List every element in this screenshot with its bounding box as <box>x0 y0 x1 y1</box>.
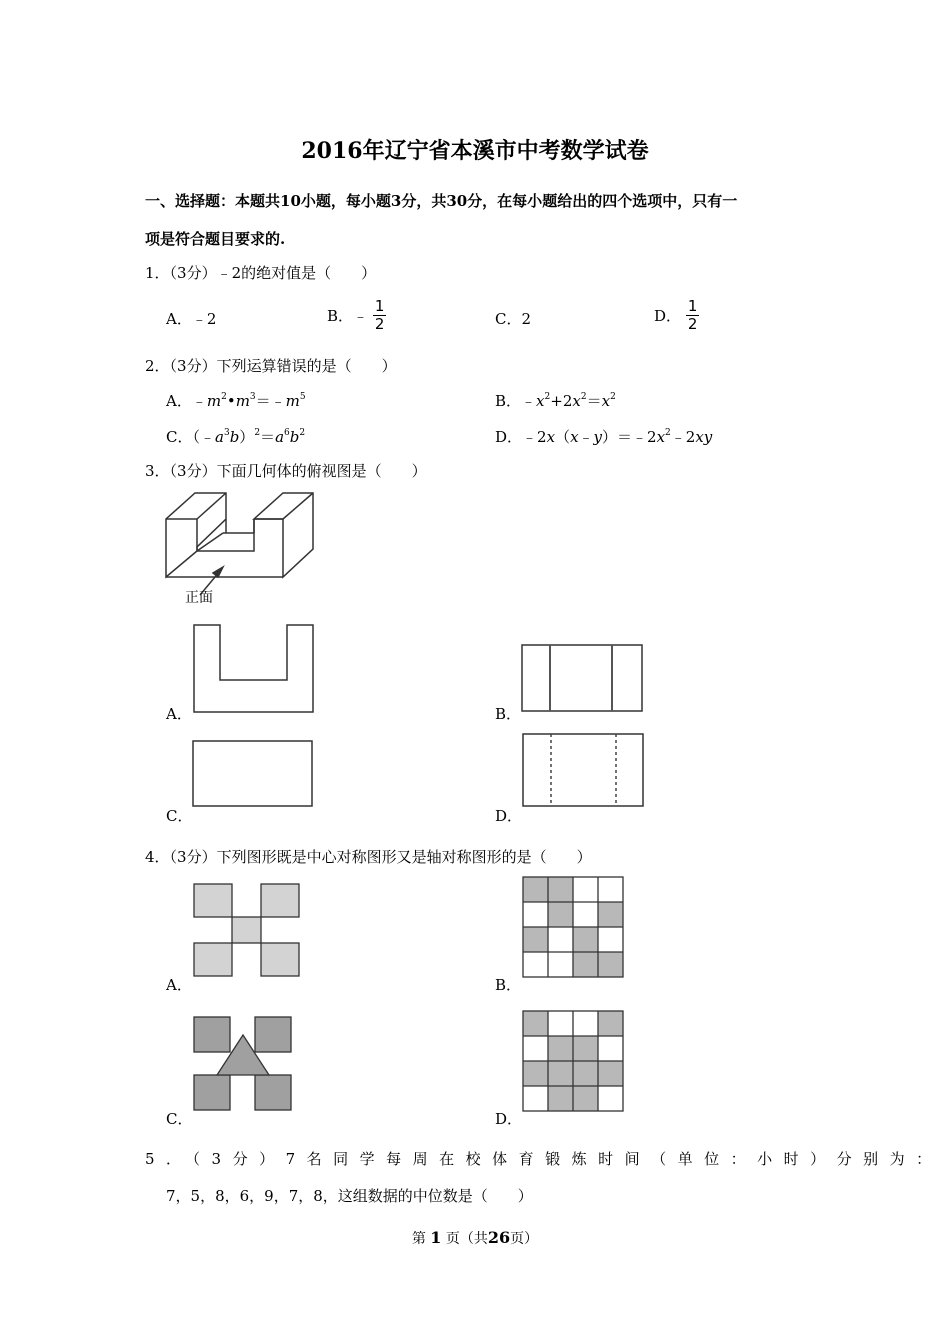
q4-option-c-label: C． <box>166 1110 193 1128</box>
section-heading-line2: 项是符合题目要求的. <box>145 230 286 248</box>
q4-option-d-label: D． <box>495 1110 523 1128</box>
footer-prefix: 第 <box>411 1231 426 1247</box>
q5-line1: 5．（3分）7名同学每周在校体育锻炼时间（单位：小时）分别为： <box>145 1150 943 1168</box>
q3-option-d-figure <box>522 733 645 808</box>
q4-option-d-figure <box>522 1010 625 1112</box>
q5-line2: 7，5，8，6，9，7，8，这组数据的中位数是（ ） <box>166 1187 533 1205</box>
page-title: 2016年辽宁省本溪市中考数学试卷 <box>301 138 649 164</box>
q4-option-b-figure <box>522 876 625 978</box>
q2-option-b-label: B． <box>495 392 522 410</box>
q1-option-b-fraction <box>373 298 387 333</box>
q2-stem: 2．（3分）下列运算错误的是（ ） <box>145 357 397 375</box>
fraction-numerator: 1 <box>687 297 698 315</box>
q1-option-d <box>654 298 699 333</box>
q1-option-b-prefix: B．﹣ <box>327 307 369 325</box>
footer-middle: 页（共 <box>445 1231 488 1247</box>
q1-option-c: C．2 <box>495 310 532 328</box>
q3-option-d-label: D． <box>495 807 523 825</box>
fraction-denominator: 2 <box>687 315 698 333</box>
q3-option-b-figure <box>521 644 644 713</box>
footer-suffix: 页） <box>510 1231 539 1247</box>
page-footer <box>0 1228 950 1248</box>
q2-option-c-label: C． <box>166 428 193 446</box>
q3-option-a-figure <box>193 624 315 714</box>
q1-option-a: A．﹣2 <box>166 310 217 328</box>
fraction-denominator: 2 <box>374 315 385 333</box>
q3-option-c-label: C． <box>166 807 193 825</box>
q3-option-a-label: A． <box>166 705 192 723</box>
section-heading-line1: 一、选择题：本题共10小题，每小题3分，共30分，在每小题给出的四个选项中，只有一 <box>145 192 738 210</box>
q3-front-label: 正面 <box>185 590 213 606</box>
q2-option-b: B．$﹣x^2+2x^2=x^2$ <box>495 392 616 410</box>
q2-option-a: A．$﹣m^2•m^3=﹣m^5$ <box>166 392 306 410</box>
q3-stem: 3．（3分）下面几何体的俯视图是（ ） <box>145 462 427 480</box>
footer-total-pages: 26 <box>487 1228 511 1247</box>
q4-option-c-figure <box>193 1016 293 1112</box>
q4-option-a-figure <box>193 883 301 978</box>
footer-page-number: 1 <box>430 1228 442 1247</box>
q1-option-d-fraction <box>686 298 700 333</box>
q1-option-d-prefix: D． <box>654 307 682 325</box>
q2-option-d: D．$﹣2x(x﹣y)=﹣2x^2﹣2xy$ <box>495 428 713 446</box>
q4-option-b-label: B． <box>495 976 522 994</box>
q4-stem: 4．（3分）下列图形既是中心对称图形又是轴对称图形的是（ ） <box>145 848 592 866</box>
q3-option-b-label: B． <box>495 705 522 723</box>
fraction-numerator: 1 <box>374 297 385 315</box>
q4-option-a-label: A． <box>166 976 192 994</box>
q2-option-a-label: A． <box>166 392 192 410</box>
q2-option-c: C．$(﹣a^3b)^2=a^6b^2$ <box>166 428 306 446</box>
q3-option-c-figure <box>192 740 314 808</box>
q1-stem: 1．（3分）﹣2的绝对值是（ ） <box>145 264 377 282</box>
q2-option-d-label: D． <box>495 428 523 446</box>
q1-option-b <box>327 298 386 333</box>
